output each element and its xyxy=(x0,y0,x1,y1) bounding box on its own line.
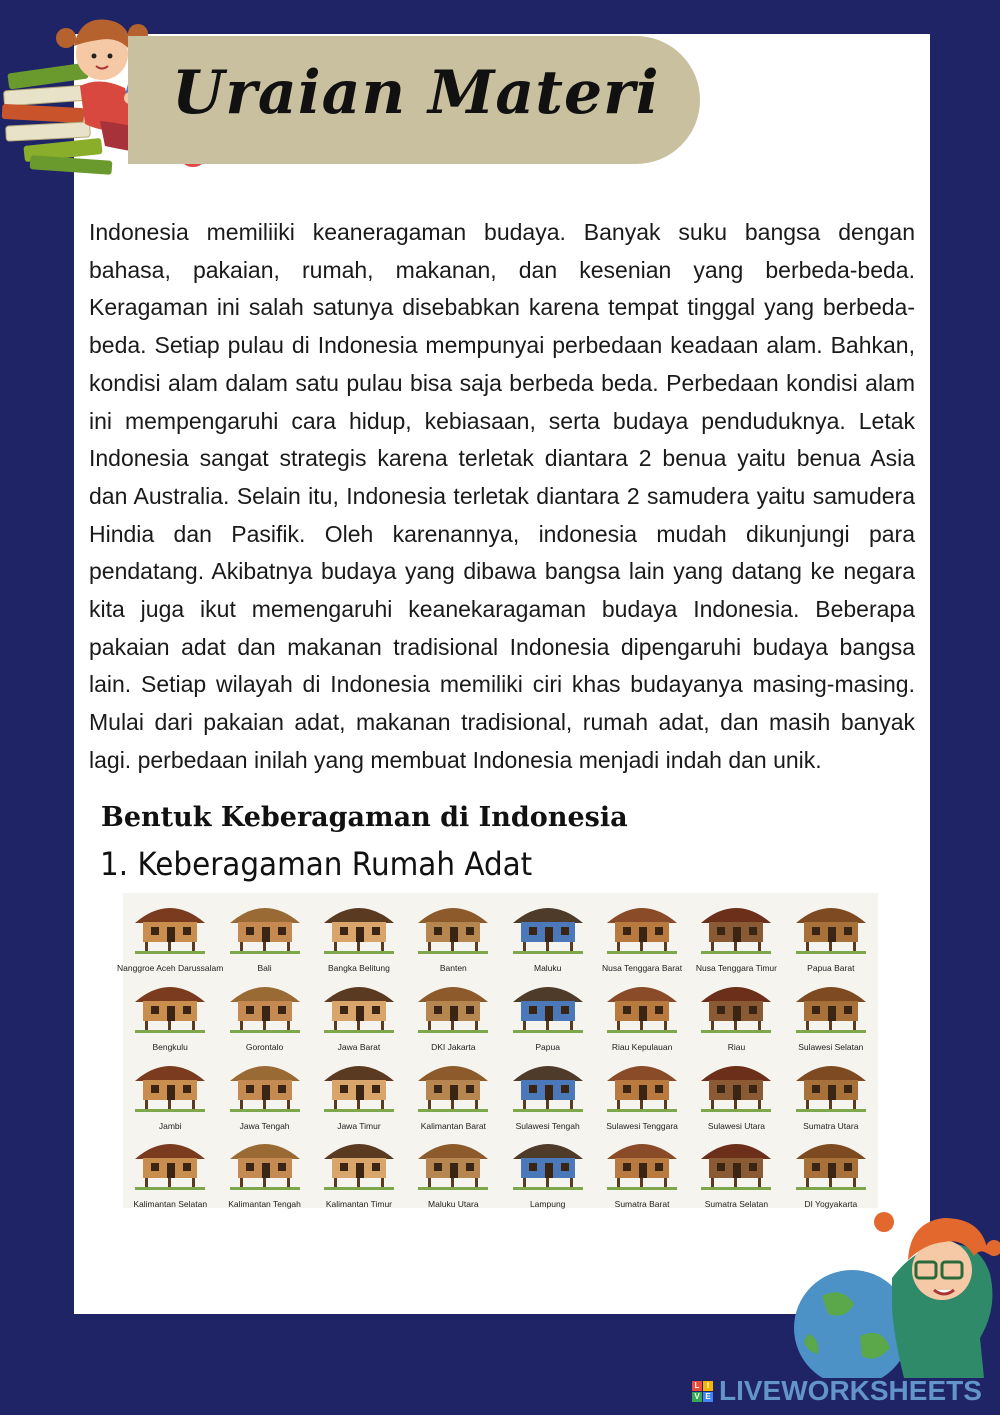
house-item xyxy=(597,972,687,1050)
house-label: Sulawesi Tenggara xyxy=(606,1120,678,1131)
traditional-house-icon xyxy=(414,1051,492,1113)
house-item xyxy=(125,972,215,1050)
house-label: Bengkulu xyxy=(152,1041,188,1052)
traditional-house-icon xyxy=(792,1051,870,1113)
traditional-house-icon xyxy=(792,972,870,1034)
traditional-house-icon xyxy=(509,972,587,1034)
traditional-house-icon xyxy=(320,893,398,955)
traditional-house-icon xyxy=(320,1051,398,1113)
house-label: Kalimantan Tengah xyxy=(228,1199,301,1210)
house-item xyxy=(786,1051,876,1129)
house-item xyxy=(691,972,781,1050)
house-item xyxy=(503,1129,593,1210)
traditional-house-icon xyxy=(603,1051,681,1113)
liveworksheets-watermark xyxy=(692,1376,982,1406)
watermark-logo-icon: L I V E xyxy=(692,1381,713,1402)
traditional-house-icon xyxy=(131,972,209,1034)
house-item xyxy=(125,1051,215,1129)
house-item xyxy=(597,1129,687,1210)
traditional-house-icon xyxy=(509,1051,587,1113)
house-label: Jawa Tengah xyxy=(239,1120,290,1131)
house-item xyxy=(503,893,593,971)
house-item xyxy=(408,972,498,1050)
house-item xyxy=(314,893,404,971)
traditional-house-icon xyxy=(320,972,398,1034)
house-label: Sumatra Selatan xyxy=(704,1199,769,1210)
traditional-house-icon xyxy=(697,972,775,1034)
house-item xyxy=(220,972,310,1050)
house-label: Kalimantan Barat xyxy=(420,1120,486,1131)
traditional-house-icon xyxy=(131,1051,209,1113)
house-item xyxy=(597,893,687,971)
traditional-house-icon xyxy=(603,893,681,955)
house-label: Nusa Tenggara Barat xyxy=(601,963,683,973)
house-label: Kalimantan Selatan xyxy=(133,1199,208,1210)
house-item xyxy=(691,1051,781,1129)
house-label: Papua Barat xyxy=(807,963,855,973)
traditional-house-icon xyxy=(509,893,587,955)
traditional-house-icon xyxy=(226,1051,304,1113)
traditional-house-icon xyxy=(792,893,870,955)
traditional-house-icon xyxy=(414,893,492,955)
page-title: Uraian Materi xyxy=(172,58,660,128)
house-label: Nusa Tenggara Timur xyxy=(695,963,777,973)
house-label: Maluku Utara xyxy=(428,1199,479,1210)
traditional-house-icon xyxy=(131,893,209,955)
house-item xyxy=(220,893,310,971)
house-label: Nanggroe Aceh Darussalam xyxy=(117,963,224,973)
house-item xyxy=(314,1129,404,1210)
house-label: Maluku xyxy=(533,963,562,973)
house-item xyxy=(117,893,224,973)
house-label: Sulawesi Tengah xyxy=(515,1120,580,1131)
traditional-house-icon xyxy=(226,1129,304,1191)
subsection-heading: 1. Keberagaman Rumah Adat xyxy=(100,845,533,883)
traditional-house-icon xyxy=(131,1129,209,1191)
watermark-text: LIVEWORKSHEETS xyxy=(719,1375,982,1406)
house-item xyxy=(503,1051,593,1129)
house-item xyxy=(408,1129,498,1210)
house-item xyxy=(220,1129,310,1210)
traditional-house-icon xyxy=(320,1129,398,1191)
house-label: Sulawesi Utara xyxy=(707,1120,766,1131)
house-label: Riau xyxy=(727,1041,746,1052)
house-item xyxy=(691,1129,781,1210)
traditional-house-icon xyxy=(226,972,304,1034)
house-label: Lampung xyxy=(529,1199,566,1210)
traditional-house-icon xyxy=(414,1129,492,1191)
house-label: Jawa Timur xyxy=(337,1120,381,1131)
section-heading: Bentuk Keberagaman di Indonesia xyxy=(101,802,628,833)
traditional-house-icon xyxy=(792,1129,870,1191)
house-label: Gorontalo xyxy=(245,1041,284,1052)
house-item xyxy=(125,1129,215,1210)
house-label: Sumatra Barat xyxy=(614,1199,670,1210)
house-item xyxy=(597,1051,687,1129)
house-item xyxy=(408,893,498,971)
house-label: Sumatra Utara xyxy=(803,1120,859,1131)
traditional-house-icon xyxy=(697,1051,775,1113)
house-label: Bali xyxy=(257,963,272,973)
house-label: Kalimantan Timur xyxy=(325,1199,392,1210)
house-item xyxy=(408,1051,498,1129)
house-item xyxy=(220,1051,310,1129)
house-item xyxy=(786,972,876,1050)
traditional-house-icon xyxy=(414,972,492,1034)
house-label: Jawa Barat xyxy=(337,1041,381,1052)
house-item xyxy=(314,1051,404,1129)
house-label: DI Yogyakarta xyxy=(804,1199,858,1210)
body-paragraph: Indonesia memiliiki keaneragaman budaya. Banyak suku bangsa dengan bahasa, pakaian, rumah, makanan, dan kesenian yang berbeda-beda. Keragaman ini salah satunya disebabkan karena tempat tinggal yang berbeda-beda. Setiap pulau di Indonesia mempunyai perbedaan keadaan alam. Bahkan, kondisi alam dalam satu pulau bisa saja berbeda beda. Perbedaan kondisi alam ini mempengaruhi cara hidup, kebiasaan, serta budaya penduduknya. Letak Indonesia sangat strategis karena terletak diantara 2 benua yaitu benua Asia dan Australia. Selain itu, Indonesia terletak diantara 2 samudera yaitu samudera Hindia dan Pasifik. Oleh karenannya, indonesia mudah dikunjungi para pendatang. Akibatnya budaya yang dibawa bangsa lain yang datang ke negara kita juga ikut memengaruhi keanekaragaman budaya Indonesia. Beberapa pakaian adat dan makanan tradisional Indonesia dipengaruhi budaya bangsa lain. Setiap wilayah di Indonesia memiliki ciri khas budayanya masing-masing. Mulai dari pakaian adat, makanan tradisional, rumah adat, dan masih banyak lagi. perbedaan inilah yang membuat Indonesia menjadi indah dan unik. xyxy=(89,219,915,773)
traditional-house-icon xyxy=(603,1129,681,1191)
house-label: Bangka Belitung xyxy=(327,963,390,973)
house-label: DKI Jakarta xyxy=(431,1041,476,1052)
house-label: Jambi xyxy=(158,1120,182,1131)
house-item xyxy=(314,972,404,1050)
traditional-house-icon xyxy=(697,1129,775,1191)
house-label: Banten xyxy=(439,963,467,973)
house-label: Papua xyxy=(535,1041,560,1052)
house-item xyxy=(503,972,593,1050)
traditional-house-icon xyxy=(509,1129,587,1191)
traditional-house-icon xyxy=(226,893,304,955)
house-label: Riau Kepulauan xyxy=(611,1041,673,1052)
house-label: Sulawesi Selatan xyxy=(798,1041,864,1052)
traditional-house-icon xyxy=(603,972,681,1034)
traditional-house-icon xyxy=(697,893,775,955)
house-item xyxy=(786,1129,876,1210)
house-item xyxy=(786,893,876,971)
boy-with-globe-illustration xyxy=(784,1208,1000,1378)
house-item xyxy=(691,893,781,971)
traditional-houses-image xyxy=(117,893,878,1210)
